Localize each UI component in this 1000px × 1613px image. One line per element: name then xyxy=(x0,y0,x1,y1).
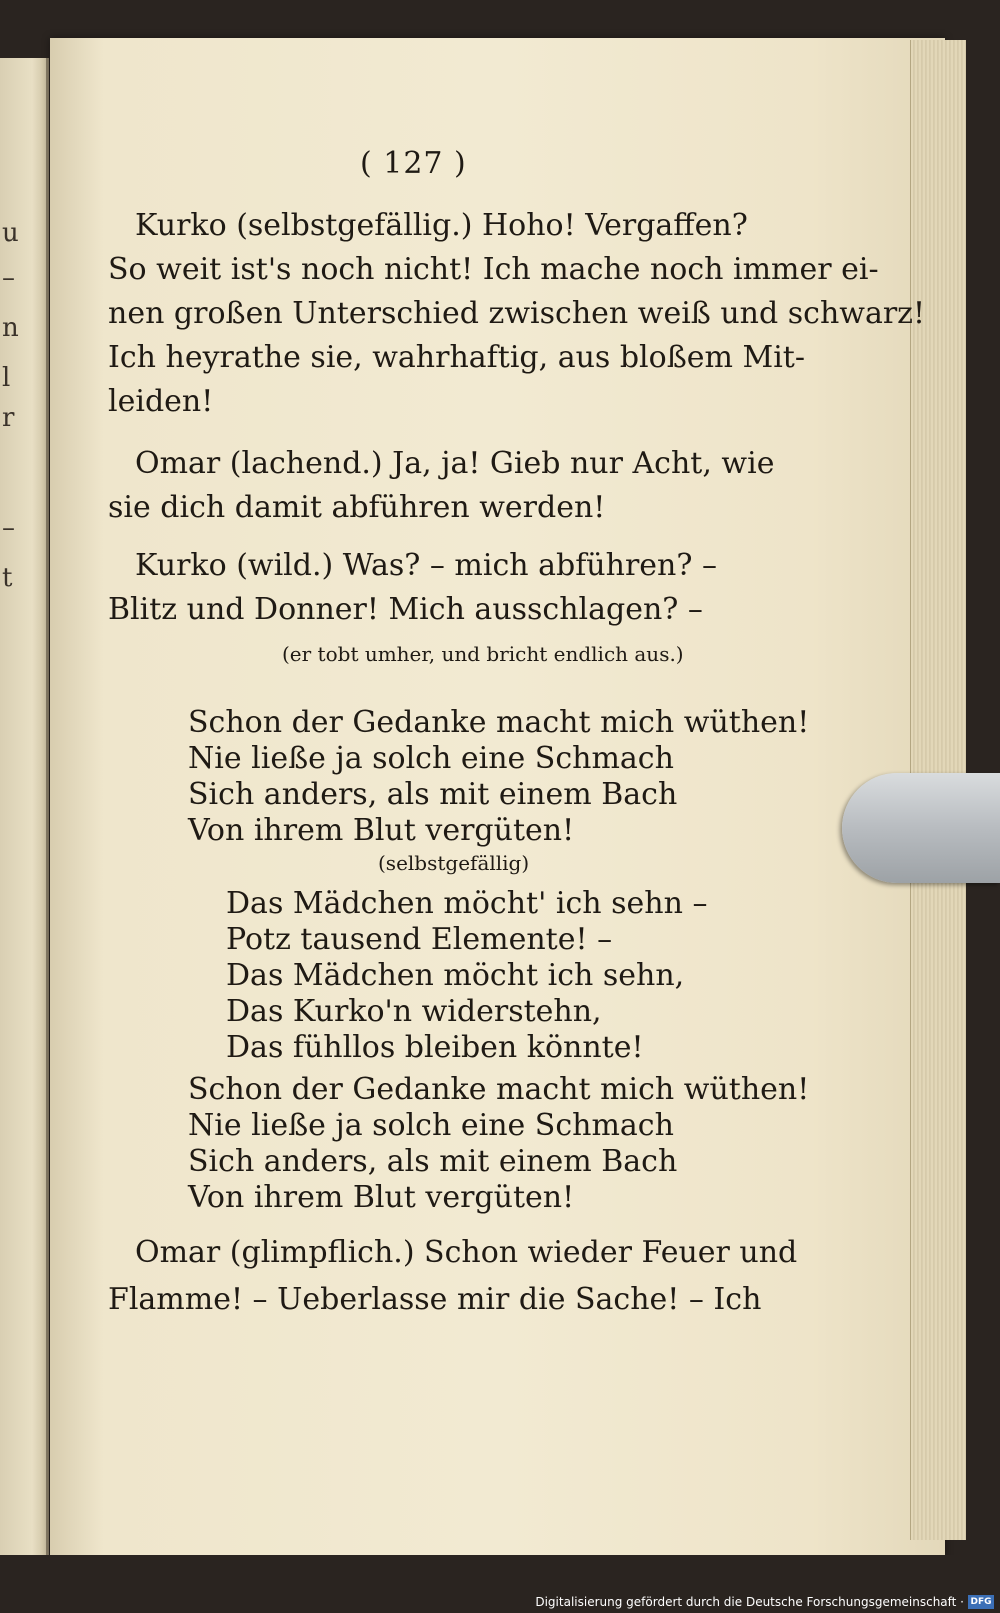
verse-line: Sich anders, als mit einem Bach xyxy=(188,777,678,812)
text-line: sie dich damit abführen werden! xyxy=(108,490,606,525)
page-clip-tab xyxy=(842,773,1000,883)
dfg-logo: DFG xyxy=(968,1595,994,1609)
text-line: So weit ist's noch nicht! Ich mache noch immer ei- xyxy=(108,252,879,287)
text-line: Flamme! – Ueberlasse mir die Sache! – Ich xyxy=(108,1282,762,1317)
verse-line: Schon der Gedanke macht mich wüthen! xyxy=(188,705,810,740)
funding-credit: Digitalisierung gefördert durch die Deutsche Forschungsgemeinschaft · xyxy=(535,1595,964,1609)
left-page-fragment xyxy=(0,58,49,1558)
text-line: Blitz und Donner! Mich ausschlagen? – xyxy=(108,592,703,627)
verse-line: Das Mädchen möcht ich sehn, xyxy=(226,958,685,993)
verse-line: Schon der Gedanke macht mich wüthen! xyxy=(188,1072,810,1107)
footer-bar xyxy=(0,1555,1000,1613)
verse-line: Nie ließe ja solch eine Schmach xyxy=(188,1108,674,1143)
left-margin-glyph: – xyxy=(2,263,15,293)
left-margin-glyph: u xyxy=(2,218,19,248)
verse-line: Von ihrem Blut vergüten! xyxy=(188,813,575,848)
left-margin-glyph: t xyxy=(2,563,13,593)
stage-direction: (selbstgefällig) xyxy=(378,851,530,875)
verse-line: Nie ließe ja solch eine Schmach xyxy=(188,741,674,776)
left-margin-glyph: r xyxy=(2,403,15,433)
text-line: nen großen Unterschied zwischen weiß und schwarz! xyxy=(108,296,926,331)
verse-line: Potz tausend Elemente! – xyxy=(226,922,613,957)
stage-direction: (er tobt umher, und bricht endlich aus.) xyxy=(282,642,684,666)
text-line: Omar (glimpflich.) Schon wieder Feuer und xyxy=(135,1235,798,1270)
text-line: leiden! xyxy=(108,384,214,419)
verse-line: Das fühllos bleiben könnte! xyxy=(226,1030,644,1065)
text-line: Ich heyrathe sie, wahrhaftig, aus bloßem Mit- xyxy=(108,340,805,375)
left-margin-glyph: – xyxy=(2,513,15,543)
text-line: Omar (lachend.) Ja, ja! Gieb nur Acht, wie xyxy=(135,446,775,481)
text-line: Kurko (wild.) Was? – mich abführen? – xyxy=(135,548,717,583)
verse-line: Das Kurko'n widerstehn, xyxy=(226,994,602,1029)
page-number: ( 127 ) xyxy=(360,146,467,181)
verse-line: Von ihrem Blut vergüten! xyxy=(188,1180,575,1215)
verse-line: Sich anders, als mit einem Bach xyxy=(188,1144,678,1179)
left-margin-glyph: l xyxy=(2,363,11,393)
left-margin-glyph: n xyxy=(2,313,19,343)
text-line: Kurko (selbstgefällig.) Hoho! Vergaffen? xyxy=(135,208,748,243)
verse-line: Das Mädchen möcht' ich sehn – xyxy=(226,886,708,921)
